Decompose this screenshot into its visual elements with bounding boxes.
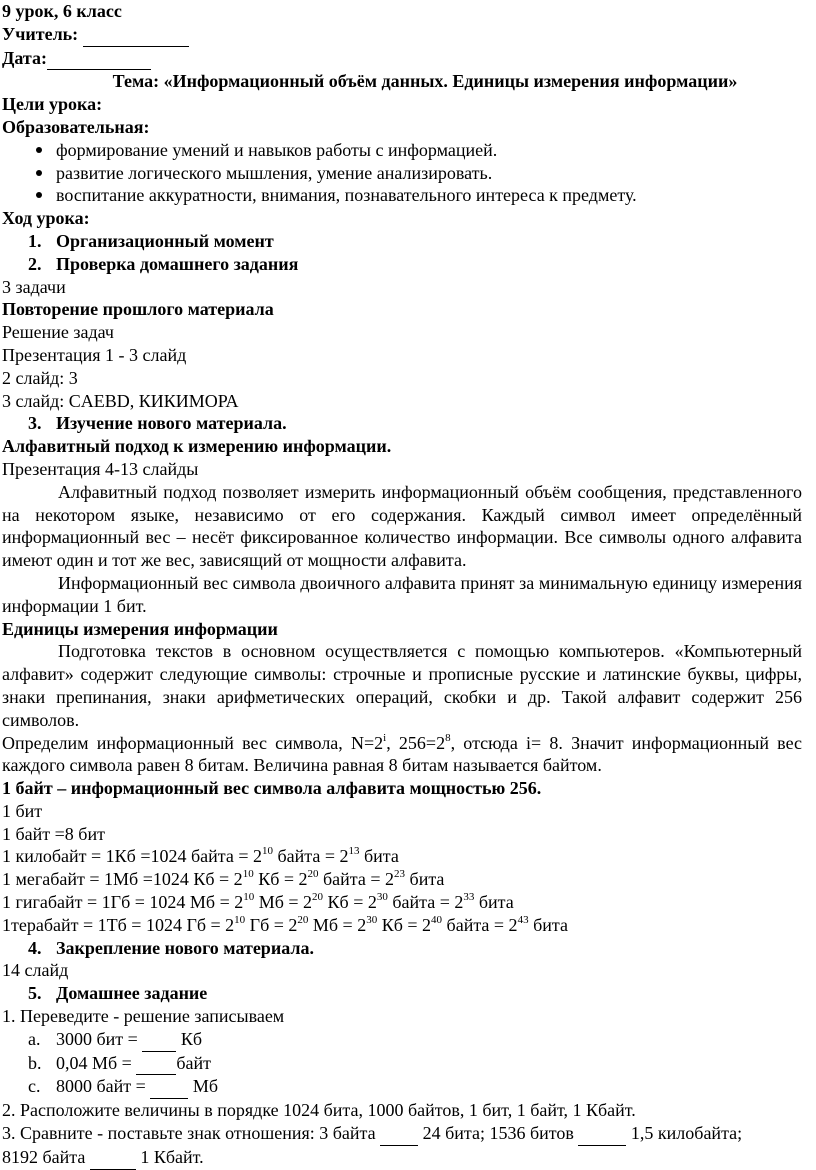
unit-bit: 1 бит (2, 800, 43, 821)
goal-item: воспитание аккуратности, внимания, познавательного интереса к предмету. (2, 184, 816, 207)
byte-definition: 1 байт – информационный вес символа алфавита мощностью 256. (2, 778, 542, 799)
hw-tasks: 3 задачи (2, 276, 66, 297)
homework-item-a: a. 3000 бит = Кб (2, 1028, 816, 1052)
solve-line: Решение задач (2, 322, 114, 343)
homework-item-b: b. 0,04 Мб = байт (2, 1052, 816, 1076)
homework-1: 1. Переведите - решение записываем (2, 1006, 285, 1027)
unit-gigabyte: 1 гигабайт = 1Гб = 1024 Мб = $2^{10}$ Мб = $2^{20}$ Кб = $2^{30}$ байта = $2^{33}$ бита (2, 891, 514, 913)
presentation-line-2: Презентация 4-13 слайды (2, 458, 199, 479)
unit-megabyte: 1 мегабайт = 1Мб =1024 Кб = $2^{10}$ Кб = $2^{20}$ байта = $2^{23}$ бита (2, 868, 445, 890)
paragraph-alphabet: Алфавитный подход позволяет измерить информационный объём сообщения, представленного на некотором языке, независимо от его содержания. Каждый символ имеет определённый информационный вес – несёт фиксированное количество информации. Все символы одного алфавита имеют один и тот же вес, зависящий от мощности алфавита. (2, 481, 802, 571)
bullet-icon (36, 192, 42, 198)
topic-heading: Тема: «Информационный объём данных. Единицы измерения информации» (112, 71, 738, 92)
unit-byte: 1 байт =8 бит (2, 823, 105, 844)
goal-item: развитие логического мышления, умение анализировать. (2, 162, 816, 185)
units-heading: Единицы измерения информации (2, 618, 278, 639)
paragraph-computer-alphabet: Подготовка текстов в основном осуществляется с помощью компьютеров. «Компьютерный алфавит» содержит следующие символы: строчные и прописные русские и латинские буквы, цифры, знаки препинания, знаки арифметических операций, скобки и др. Такой алфавит содержит 256 символов. (2, 641, 802, 730)
bullet-icon (36, 147, 42, 153)
paragraph-byte: Определим информационный вес символа, $N=2^i$, $256=2^8$, отсюда i= 8. Значит информационный вес каждого символа равен 8 битам. Величина равная 8 битам называется байтом. (2, 731, 802, 776)
answer-blank[interactable] (578, 1122, 626, 1146)
teacher-blank[interactable] (83, 23, 189, 47)
answer-blank[interactable] (136, 1052, 176, 1076)
goal-item: формирование умений и навыков работы с информацией. (2, 139, 816, 162)
teacher-line: Учитель: (2, 23, 816, 47)
paragraph-bit: Информационный вес символа двоичного алфавита принят за минимальную единицу измерения информации 1 бит. (2, 572, 802, 616)
slide-3-line: 3 слайд: CAEBD, КИКИМОРА (2, 390, 239, 411)
homework-3: 3. Сравните - поставьте знак отношения: 3 байта 24 бита; 1536 битов 1,5 килобайта; (2, 1122, 816, 1146)
presentation-line: Презентация 1 - 3 слайд (2, 344, 187, 365)
answer-blank[interactable] (380, 1122, 418, 1146)
stage-5: 5. Домашнее задание (28, 983, 208, 1004)
alphabet-heading: Алфавитный подход к измерению информации. (2, 436, 392, 457)
date-blank[interactable] (47, 47, 151, 71)
course-heading: Ход урока: (2, 208, 90, 229)
stage-3: 3. Изучение нового материала. (28, 413, 287, 434)
homework-2: 2. Расположите величины в порядке 1024 бита, 1000 байтов, 1 бит, 1 байт, 1 Кбайт. (2, 1100, 636, 1121)
goals-heading: Цели урока: (2, 94, 103, 115)
unit-kilobyte: 1 килобайт = 1Кб =1024 байта = $2^{10}$ байта = $2^{13}$ бита (2, 845, 399, 867)
slide-2-line: 2 слайд: 3 (2, 367, 78, 388)
answer-blank[interactable] (150, 1075, 188, 1099)
answer-blank[interactable] (90, 1146, 136, 1170)
unit-terabyte: 1терабайт = 1Тб = 1024 Гб = $2^{10}$ Гб = $2^{20}$ Мб = $2^{30}$ Кб = $2^{40}$ байта = $2^{43}$ бита (2, 913, 568, 935)
homework-3-cont: 8192 байта 1 Кбайт. (2, 1146, 816, 1170)
stage-1: 1. Организационный момент (28, 230, 274, 251)
stage-2: 2. Проверка домашнего задания (28, 253, 299, 274)
lesson-label: 9 урок, 6 класс (2, 1, 122, 21)
homework-item-c: c. 8000 байт = Мб (2, 1075, 816, 1099)
review-heading: Повторение прошлого материала (2, 299, 274, 320)
date-line: Дата: (2, 47, 816, 71)
stage-4: 4. Закрепление нового материала. (28, 937, 314, 958)
answer-blank[interactable] (142, 1028, 176, 1052)
educational-heading: Образовательная: (2, 116, 150, 137)
slide-14-line: 14 слайд (2, 960, 69, 981)
bullet-icon (36, 170, 42, 176)
